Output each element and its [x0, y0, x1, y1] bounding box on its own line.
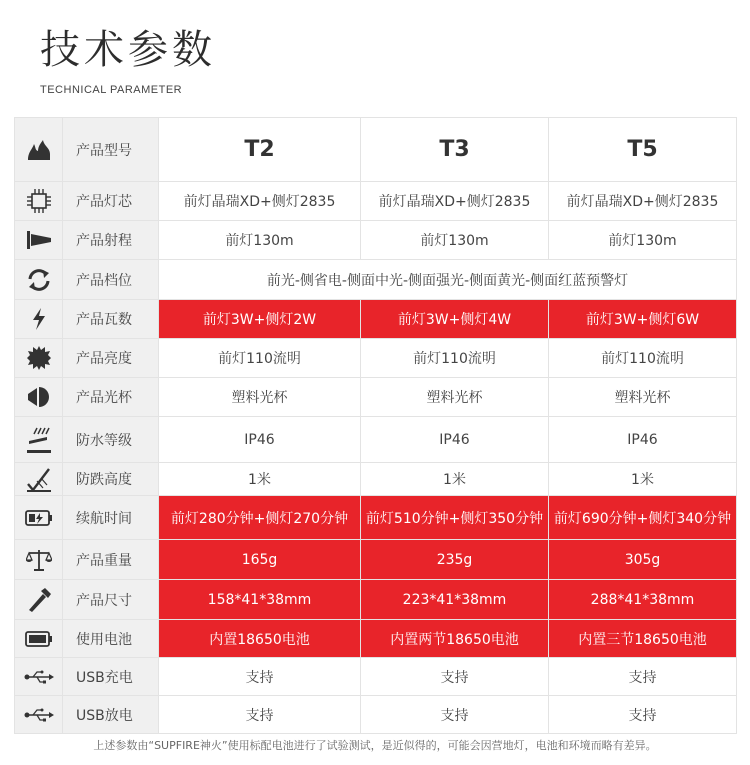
value-cell: 前灯110流明: [159, 339, 361, 378]
row-icon-cell: [15, 260, 63, 300]
value-cell: 前灯510分钟+侧灯350分钟: [361, 496, 549, 540]
table-row: [15, 417, 737, 463]
value-cell: 支持: [159, 658, 361, 696]
drop-test-icon: [25, 466, 53, 492]
value-cell: 前灯晶瑞XD+侧灯2835: [549, 182, 737, 221]
value-cell: 165g: [159, 540, 361, 580]
table-row: [15, 496, 737, 540]
beam-range-icon: [26, 230, 52, 250]
row-label: 产品尺寸: [63, 580, 159, 620]
row-label: 产品光杯: [63, 378, 159, 417]
water-drop-icon: [25, 426, 53, 454]
value-cell: 前灯3W+侧灯6W: [549, 300, 737, 339]
spec-table: [14, 117, 737, 734]
value-cell: 塑料光杯: [159, 378, 361, 417]
row-label: 产品瓦数: [63, 300, 159, 339]
row-icon-cell: [15, 221, 63, 260]
row-label: USB放电: [63, 696, 159, 734]
value-cell: 158*41*38mm: [159, 580, 361, 620]
table-row: [15, 658, 737, 696]
model-cell-t3: T3: [361, 118, 549, 182]
modes-value-cell: 前光-侧省电-侧面中光-侧面强光-侧面黄光-侧面红蓝预警灯: [159, 260, 737, 300]
usb-icon: [24, 708, 54, 722]
row-icon-cell: [15, 300, 63, 339]
model-cell-t2: T2: [159, 118, 361, 182]
value-cell: 支持: [549, 658, 737, 696]
table-row: [15, 540, 737, 580]
value-cell: 前灯110流明: [549, 339, 737, 378]
balance-scale-icon: [26, 548, 52, 572]
table-row: [15, 463, 737, 496]
battery-icon: [25, 630, 53, 648]
value-cell: IP46: [549, 417, 737, 463]
value-cell: 前灯130m: [549, 221, 737, 260]
value-cell: 前灯280分钟+侧灯270分钟: [159, 496, 361, 540]
value-cell: 前灯130m: [361, 221, 549, 260]
value-cell: 支持: [549, 696, 737, 734]
value-cell: 305g: [549, 540, 737, 580]
row-icon-cell: [15, 580, 63, 620]
row-icon-cell: [15, 378, 63, 417]
usb-icon: [24, 670, 54, 684]
row-icon-cell: [15, 339, 63, 378]
page-title: 技术参数: [40, 27, 216, 73]
row-icon-cell: [15, 696, 63, 734]
value-cell: 前灯110流明: [361, 339, 549, 378]
row-label: 产品灯芯: [63, 182, 159, 221]
table-row: [15, 696, 737, 734]
table-row: [15, 339, 737, 378]
table-row: [15, 620, 737, 658]
row-icon-cell: [15, 540, 63, 580]
row-label: 产品射程: [63, 221, 159, 260]
row-label: USB充电: [63, 658, 159, 696]
value-cell: 支持: [159, 696, 361, 734]
header: [40, 26, 216, 96]
table-row: [15, 260, 737, 300]
row-label: 产品亮度: [63, 339, 159, 378]
value-cell: 1米: [361, 463, 549, 496]
value-cell: 288*41*38mm: [549, 580, 737, 620]
model-cell-t5: T5: [549, 118, 737, 182]
cycle-arrows-icon: [26, 267, 52, 293]
value-cell: 前灯130m: [159, 221, 361, 260]
value-cell: 塑料光杯: [361, 378, 549, 417]
value-cell: 1米: [159, 463, 361, 496]
row-label: 产品档位: [63, 260, 159, 300]
value-cell: 前灯晶瑞XD+侧灯2835: [361, 182, 549, 221]
value-cell: 塑料光杯: [549, 378, 737, 417]
row-label: 产品重量: [63, 540, 159, 580]
battery-charging-icon: [25, 509, 53, 527]
chip-icon: [26, 188, 52, 214]
value-cell: 前灯晶瑞XD+侧灯2835: [159, 182, 361, 221]
value-cell: 1米: [549, 463, 737, 496]
value-cell: 前灯690分钟+侧灯340分钟: [549, 496, 737, 540]
value-cell: 支持: [361, 658, 549, 696]
row-icon-cell: [15, 463, 63, 496]
table-row: [15, 580, 737, 620]
ruler-icon: [26, 587, 52, 613]
table-row: [15, 118, 737, 182]
row-icon-cell: [15, 417, 63, 463]
value-cell: 内置三节18650电池: [549, 620, 737, 658]
value-cell: 前灯3W+侧灯2W: [159, 300, 361, 339]
row-label: 产品型号: [63, 118, 159, 182]
table-row: [15, 300, 737, 339]
flame-icon: [26, 138, 52, 162]
row-label: 续航时间: [63, 496, 159, 540]
table-row: [15, 378, 737, 417]
value-cell: 前灯3W+侧灯4W: [361, 300, 549, 339]
row-label: 防水等级: [63, 417, 159, 463]
value-cell: 支持: [361, 696, 549, 734]
footer-disclaimer: 上述参数由“SUPFIRE神火”使用标配电池进行了试验测试，是近似得的，可能会因营地灯，电池和环境而略有差异。: [93, 739, 657, 752]
brightness-burst-icon: [26, 345, 52, 371]
row-icon-cell: [15, 182, 63, 221]
row-icon-cell: [15, 620, 63, 658]
reflector-cup-icon: [26, 385, 52, 409]
value-cell: IP46: [159, 417, 361, 463]
row-icon-cell: [15, 496, 63, 540]
table-row: [15, 221, 737, 260]
table-row: [15, 182, 737, 221]
page-subtitle: TECHNICAL PARAMETER: [40, 84, 183, 96]
value-cell: 223*41*38mm: [361, 580, 549, 620]
value-cell: 内置两节18650电池: [361, 620, 549, 658]
row-label: 使用电池: [63, 620, 159, 658]
row-icon-cell: [15, 118, 63, 182]
value-cell: 内置18650电池: [159, 620, 361, 658]
lightning-icon: [29, 307, 49, 331]
value-cell: 235g: [361, 540, 549, 580]
row-label: 防跌高度: [63, 463, 159, 496]
row-icon-cell: [15, 658, 63, 696]
value-cell: IP46: [361, 417, 549, 463]
